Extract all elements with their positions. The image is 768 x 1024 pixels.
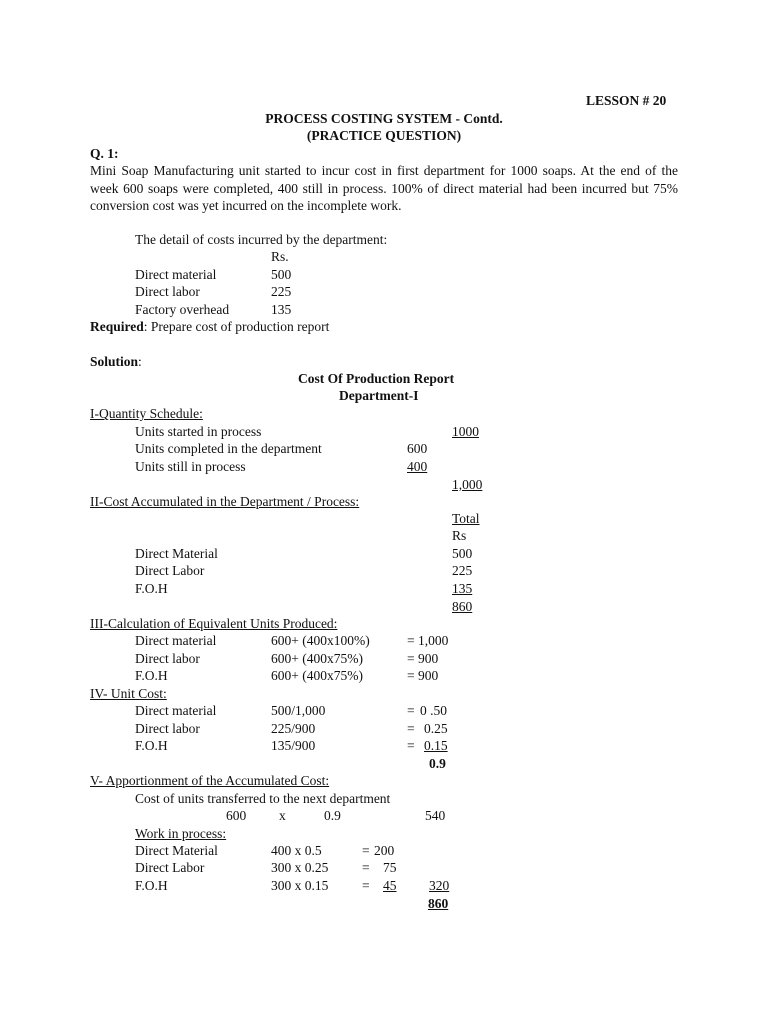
- wip-eq-foh: =: [362, 878, 370, 893]
- unitcost-eq-direct-material: =: [407, 703, 415, 718]
- wip-heading: Work in process:: [135, 826, 227, 841]
- unitcost-calc-direct-material: 500/1,000: [271, 703, 326, 718]
- eq-result-direct-labor: = 900: [407, 651, 439, 666]
- required-text: : Prepare cost of production report: [143, 319, 330, 334]
- section-equivalent-units-heading: III-Calculation of Equivalent Units Produced:: [90, 616, 338, 631]
- wip-total: 320: [429, 878, 450, 893]
- wip-eq-direct-labor: =: [362, 860, 370, 875]
- grand-total: 860: [428, 896, 449, 911]
- cost-value-factory-overhead: 135: [271, 302, 292, 317]
- accum-total-value: 860: [452, 599, 473, 614]
- report-title: Cost Of Production Report: [298, 371, 455, 386]
- accum-label-foh: F.O.H: [135, 581, 168, 596]
- cost-label-direct-labor: Direct labor: [135, 284, 200, 299]
- eq-calc-direct-labor: 600+ (400x75%): [271, 651, 363, 666]
- units-completed-value: 600: [407, 441, 428, 456]
- solution-line: [90, 353, 142, 371]
- section-apportionment-heading: V- Apportionment of the Accumulated Cost:: [90, 773, 330, 788]
- unitcost-calc-foh: 135/900: [271, 738, 316, 753]
- units-started-value: 1000: [452, 424, 479, 439]
- cost-value-direct-material: 500: [271, 267, 292, 282]
- required-label: Required: [90, 319, 144, 334]
- units-completed-label: Units completed in the department: [135, 441, 322, 456]
- accum-label-direct-labor: Direct Labor: [135, 563, 205, 578]
- transfer-units: 600: [226, 808, 247, 823]
- cost-column-rs: Rs: [452, 528, 467, 543]
- wip-label-direct-labor: Direct Labor: [135, 860, 205, 875]
- report-department: Department-I: [339, 388, 419, 403]
- section-unit-cost-heading: IV- Unit Cost:: [90, 686, 167, 701]
- units-inprocess-value: 400: [407, 459, 428, 474]
- unitcost-result-foh: 0.15: [424, 738, 448, 753]
- cost-value-direct-labor: 225: [271, 284, 292, 299]
- unitcost-label-direct-labor: Direct labor: [135, 721, 200, 736]
- solution-colon: :: [138, 354, 142, 369]
- wip-label-direct-material: Direct Material: [135, 843, 218, 858]
- wip-result-direct-material: 200: [374, 843, 395, 858]
- unitcost-result-direct-labor: 0.25: [424, 721, 448, 736]
- document-title: PROCESS COSTING SYSTEM - Contd.: [265, 111, 503, 126]
- unitcost-total: 0.9: [429, 756, 446, 771]
- eq-label-foh: F.O.H: [135, 668, 168, 683]
- document-subtitle: (PRACTICE QUESTION): [306, 128, 462, 143]
- transfer-label: Cost of units transferred to the next department: [135, 791, 391, 806]
- accum-value-direct-labor: 225: [452, 563, 473, 578]
- section-cost-accumulated-heading: II-Cost Accumulated in the Department / Process:: [90, 494, 360, 509]
- accum-value-foh: 135: [452, 581, 473, 596]
- cost-column-total: Total: [452, 511, 480, 526]
- accum-label-direct-material: Direct Material: [135, 546, 218, 561]
- question-label: Q. 1:: [90, 146, 119, 161]
- transfer-rate: 0.9: [324, 808, 341, 823]
- eq-calc-direct-material: 600+ (400x100%): [271, 633, 370, 648]
- unitcost-result-direct-material: 0 .50: [420, 703, 447, 718]
- wip-calc-direct-labor: 300 x 0.25: [271, 860, 329, 875]
- lesson-number: LESSON # 20: [586, 93, 667, 108]
- section-quantity-schedule-heading: I-Quantity Schedule:: [90, 406, 203, 421]
- wip-calc-foh: 300 x 0.15: [271, 878, 329, 893]
- eq-calc-foh: 600+ (400x75%): [271, 668, 363, 683]
- wip-label-foh: F.O.H: [135, 878, 168, 893]
- unitcost-label-foh: F.O.H: [135, 738, 168, 753]
- solution-label: Solution: [90, 354, 139, 369]
- required-line: [90, 318, 329, 336]
- eq-label-direct-labor: Direct labor: [135, 651, 200, 666]
- unitcost-eq-direct-labor: =: [407, 721, 415, 736]
- wip-calc-direct-material: 400 x 0.5: [271, 843, 322, 858]
- units-total-value: 1,000: [452, 477, 483, 492]
- transfer-value: 540: [425, 808, 446, 823]
- cost-label-direct-material: Direct material: [135, 267, 217, 282]
- units-started-label: Units started in process: [135, 424, 262, 439]
- costs-unit: Rs.: [271, 249, 289, 264]
- unitcost-eq-foh: =: [407, 738, 415, 753]
- cost-label-factory-overhead: Factory overhead: [135, 302, 230, 317]
- unitcost-label-direct-material: Direct material: [135, 703, 217, 718]
- eq-result-direct-material: = 1,000: [407, 633, 449, 648]
- wip-eq-direct-material: =: [362, 843, 370, 858]
- wip-result-foh: 45: [383, 878, 397, 893]
- transfer-multiply: x: [279, 808, 286, 823]
- eq-result-foh: = 900: [407, 668, 439, 683]
- wip-result-direct-labor: 75: [383, 860, 397, 875]
- accum-value-direct-material: 500: [452, 546, 473, 561]
- costs-intro: The detail of costs incurred by the department:: [135, 232, 388, 247]
- question-text: Mini Soap Manufacturing unit started to incur cost in first department for 1000 soaps. At the end of the week 600 soaps were completed, 400 still in process. 100% of direct material had been incurred but 75% conversion cost was yet incurred on the incomplete work.: [90, 163, 678, 213]
- eq-label-direct-material: Direct material: [135, 633, 217, 648]
- units-inprocess-label: Units still in process: [135, 459, 246, 474]
- unitcost-calc-direct-labor: 225/900: [271, 721, 316, 736]
